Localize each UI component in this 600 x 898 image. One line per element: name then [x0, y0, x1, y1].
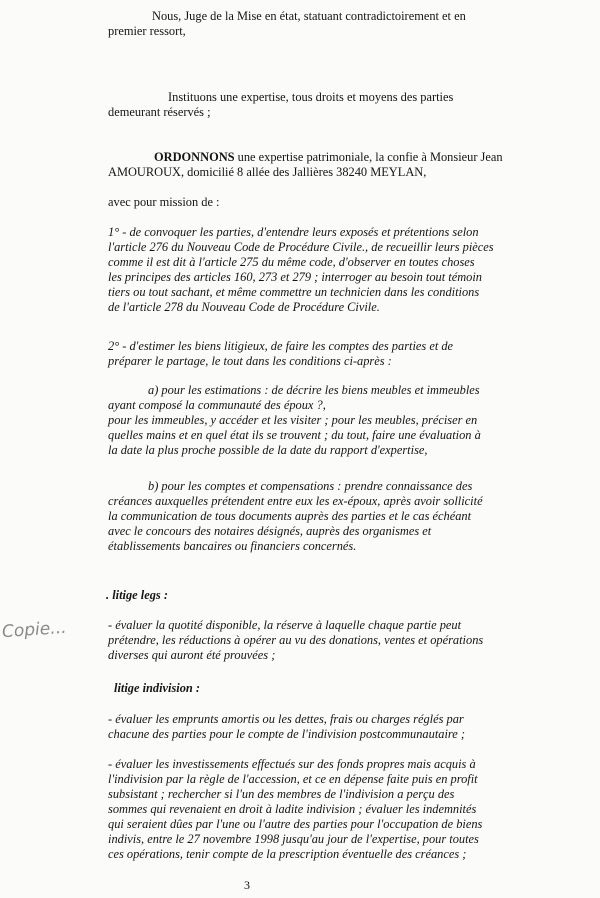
item-line: créances auxquelles prétendent entre eux les ex-époux, après avoir sollicité — [108, 494, 483, 508]
item-line: la date la plus proche possible de la date du rapport d'expertise, — [108, 443, 428, 457]
item-line: de l'article 278 du Nouveau Code de Procédure Civile. — [108, 300, 380, 314]
item-line: l'article 276 du Nouveau Code de Procédure Civile., de recueillir leurs pièces — [108, 240, 494, 254]
institution-paragraph — [108, 90, 596, 120]
item-line: b) pour les comptes et compensations : prendre connaissance des — [148, 479, 473, 493]
indivision-paragraph-1 — [108, 712, 596, 742]
page-number: 3 — [244, 878, 250, 892]
item-line: - évaluer la quotité disponible, la réserve à laquelle chaque partie peut — [108, 618, 462, 632]
mission-item-1 — [108, 225, 596, 315]
item-line: - évaluer les investissements effectués sur des fonds propres mais acquis à — [108, 757, 476, 771]
item-line: pour les immeubles, y accéder et les visiter ; pour les meubles, préciser en — [108, 413, 478, 427]
order-paragraph — [108, 150, 596, 180]
legs-heading: . litige legs : — [106, 588, 168, 602]
mission-item-2 — [108, 339, 596, 369]
item-line: a) pour les estimations : de décrire les biens meubles et immeubles — [148, 383, 480, 397]
intro-line: premier ressort, — [108, 24, 186, 38]
item-line: préparer le partage, le tout dans les conditions ci-après : — [108, 354, 392, 368]
order-line: AMOUROUX, domicilié 8 allée des Jallières 38240 MEYLAN, — [108, 165, 427, 179]
institution-line: Instituons une expertise, tous droits et moyens des parties — [168, 90, 454, 104]
item-line: la communication de tous documents auprès des parties et le cas échéant — [108, 509, 472, 523]
item-line: diverses qui auront été prouvées ; — [108, 648, 276, 662]
item-line: prétendre, les réductions à opérer au vu des donations, ventes et opérations — [108, 633, 484, 647]
mission-item-2a — [108, 383, 596, 458]
item-line: qui seraient dûes par l'une ou l'autre des parties pour l'occupation de biens — [108, 817, 483, 831]
item-line: tiers ou tout sachant, et même commettre un technicien dans les conditions — [108, 285, 480, 299]
item-line: subsistant ; rechercher si l'un des membres de l'indivision a perçu des — [108, 787, 455, 801]
item-line: indivis, entre le 27 novembre 1998 jusqu'au jour de l'expertise, pour toutes — [108, 832, 479, 846]
item-line: l'indivision par la règle de l'accession, et ce en dépense faite puis en profit — [108, 772, 478, 786]
item-line: quelles mains et en quel état ils se trouvent ; du tout, faire une évaluation à — [108, 428, 481, 442]
intro-paragraph — [108, 9, 596, 39]
indivision-paragraph-2 — [108, 757, 596, 862]
legs-paragraph — [108, 618, 596, 663]
item-line: les principes des articles 160, 273 et 279 ; interroger au besoin tout témoin — [108, 270, 482, 284]
item-line: chacune des parties pour le compte de l'indivision postcommunautaire ; — [108, 727, 465, 741]
item-line: ces opérations, tenir compte de la prescription éventuelle des créances ; — [108, 847, 467, 861]
item-line: établissements bancaires ou financiers concernés. — [108, 539, 357, 553]
mission-intro: avec pour mission de : — [108, 195, 220, 209]
item-line: comme il est dit à l'article 275 du même code, d'observer en toutes choses — [108, 255, 475, 269]
item-line: sommes qui revenaient en droit à ladite indivision ; évaluer les indemnités — [108, 802, 477, 816]
order-line-rest: une expertise patrimoniale, la confie à Monsieur Jean — [234, 150, 503, 164]
indivision-heading: litige indivision : — [114, 681, 201, 695]
institution-line: demeurant réservés ; — [108, 105, 211, 119]
item-line: 2° - d'estimer les biens litigieux, de faire les comptes des parties et de — [108, 339, 454, 353]
item-line: 1° - de convoquer les parties, d'entendre leurs exposés et prétentions selon — [108, 225, 479, 239]
intro-line: Nous, Juge de la Mise en état, statuant contradictoirement et en — [152, 9, 466, 23]
order-line — [108, 150, 596, 165]
margin-annotation: Copie... — [1, 617, 68, 643]
item-line: - évaluer les emprunts amortis ou les dettes, frais ou charges réglés par — [108, 712, 464, 726]
item-line: ayant composé la communauté des époux ?, — [108, 398, 326, 412]
order-keyword: ORDONNONS — [154, 150, 235, 164]
mission-item-2b — [108, 479, 596, 554]
item-line: avec le concours des notaires désignés, auprès des organismes et — [108, 524, 432, 538]
